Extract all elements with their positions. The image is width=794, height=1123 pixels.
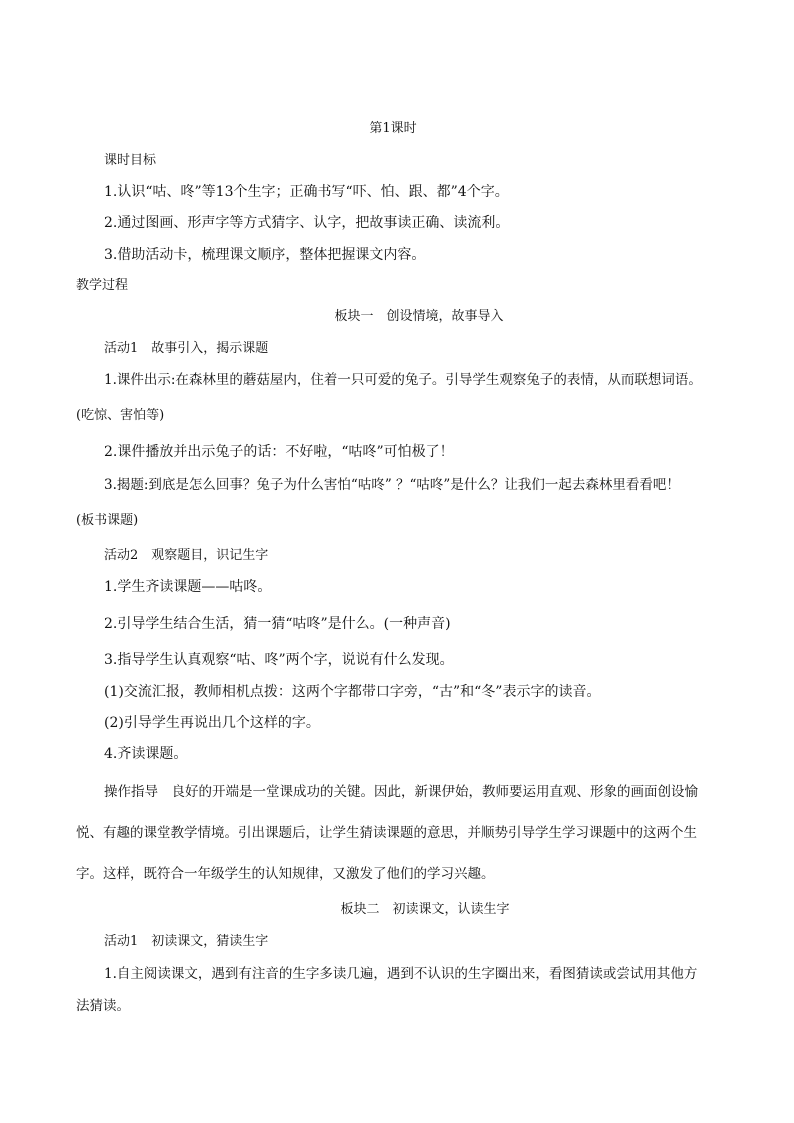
activity-item: 2.课件播放并出示兔子的话：不好啦，“咕咚”可怕极了！ — [104, 444, 454, 460]
activity-item: 3.指导学生认真观察“咕、咚”两个字，说说有什么发现。 — [104, 652, 454, 668]
activity-item: 1.课件出示:在森林里的蘑菇屋内，住着一只可爱的兔子。引导学生观察兔子的表情，从而联想词语。 — [104, 372, 702, 388]
activity-item: (2)引导学生再说出几个这样的字。 — [104, 715, 320, 731]
activity-item: (吃惊、害怕等) — [76, 408, 165, 423]
activity-item: (1)交流汇报，教师相机点拨：这两个字都带口字旁，“古”和“冬”表示字的读音。 — [104, 684, 601, 700]
activity-item: 1.学生齐读课题——咕咚。 — [104, 579, 272, 595]
activity-heading-1-1: 活动1 故事引入，揭示课题 — [104, 341, 269, 356]
guidance-line: 悦、有趣的课堂教学情境。引出课题后，让学生猜读课题的意思，并顺势引导学生学习课题中的这两个生 — [76, 825, 697, 841]
process-heading: 教学过程 — [76, 278, 129, 293]
activity-item: 3.揭题:到底是怎么回事？兔子为什么害怕“咕咚” ？“咕咚”是什么？让我们一起去森林里看看吧！ — [104, 477, 680, 493]
activity-item: 法猜读。 — [76, 998, 130, 1014]
goal-item-3: 3.借助活动卡，梳理课文顺序，整体把握课文内容。 — [104, 247, 426, 263]
activity-heading-1-2: 活动2 观察题目，识记生字 — [104, 548, 269, 563]
section-heading-2: 板块二 初读课文，认读生字 — [340, 902, 510, 917]
lesson-title: 第1课时 — [369, 121, 417, 136]
guidance-line: 字。这样，既符合一年级学生的认知规律，又激发了他们的学习兴趣。 — [76, 866, 495, 882]
activity-item: 2.引导学生结合生活，猜一猜“咕咚”是什么。(一种声音) — [104, 616, 451, 632]
goal-item-2: 2.通过图画、形声字等方式猜字、认字，把故事读正确、读流利。 — [104, 215, 510, 231]
activity-item: 1.自主阅读课文，遇到有注音的生字多读几遍，遇到不认识的生字圈出来，看图猜读或尝试用其他方 — [104, 966, 698, 982]
activity-item: 4.齐读课题。 — [104, 746, 188, 762]
activity-heading-2-1: 活动1 初读课文，猜读生字 — [104, 934, 269, 949]
activity-item: (板书课题) — [76, 513, 139, 528]
goals-heading: 课时目标 — [104, 153, 157, 168]
guidance-line: 操作指导 良好的开端是一堂课成功的关键。因此，新课伊始，教师要运用直观、形象的画面创设愉 — [104, 784, 698, 800]
section-heading-1: 板块一 创设情境，故事导入 — [334, 309, 504, 324]
goal-item-1: 1.认识“咕、咚”等13个生字；正确书写“吓、怕、跟、都”4个字。 — [104, 184, 509, 200]
